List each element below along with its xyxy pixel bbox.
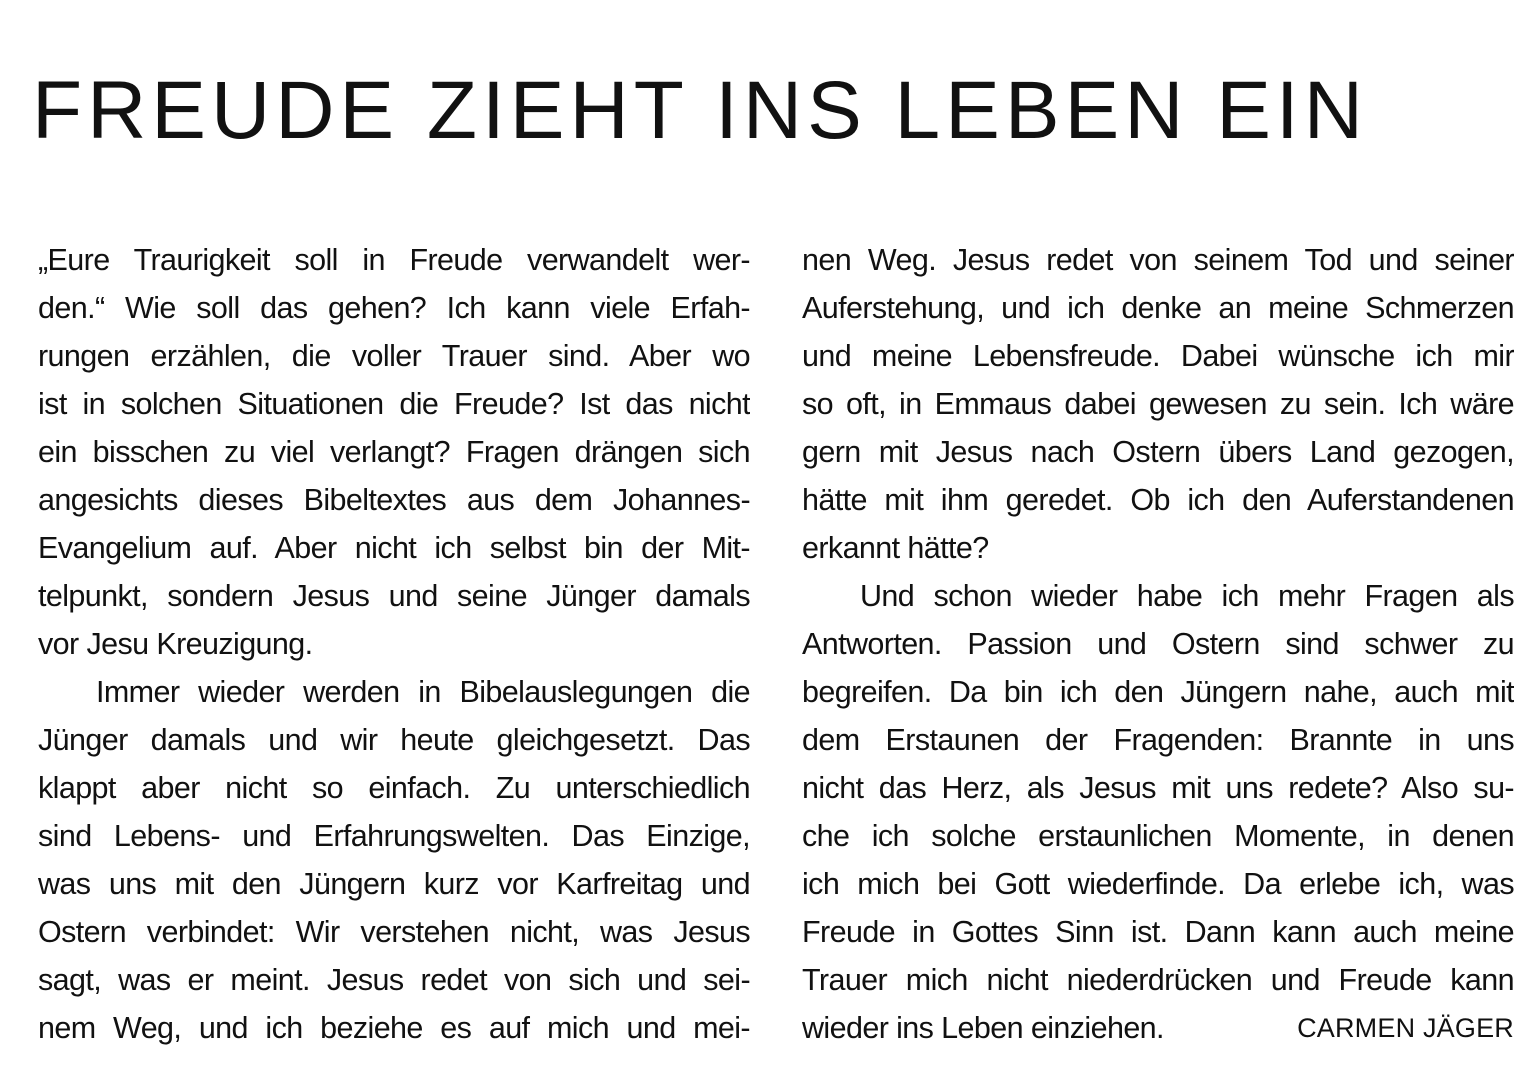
- text-line: nem Weg, und ich beziehe es auf mich und mei-: [38, 1011, 750, 1045]
- text-line: Freude in Gottes Sinn ist. Dann kann auch meine: [802, 915, 1514, 949]
- article-title: FREUDE ZIEHT INS LEBEN EIN: [32, 65, 1368, 156]
- text-line: ein bisschen zu viel verlangt? Fragen drängen sich: [38, 435, 750, 469]
- closing-text: wieder ins Leben einziehen.: [802, 1011, 1164, 1045]
- text-line: angesichts dieses Bibeltextes aus dem Johannes-: [38, 483, 750, 517]
- right-text-column: [802, 236, 1514, 1052]
- text-line: sagt, was er meint. Jesus redet von sich und sei-: [38, 963, 750, 997]
- left-text-column: [38, 236, 750, 1052]
- text-line: Trauer mich nicht niederdrücken und Freude kann: [802, 963, 1514, 997]
- text-line: Jünger damals und wir heute gleichgesetzt. Das: [38, 723, 750, 757]
- text-line: „Eure Traurigkeit soll in Freude verwandelt wer-: [38, 243, 750, 277]
- text-line: nen Weg. Jesus redet von seinem Tod und seiner: [802, 243, 1514, 277]
- text-line: ist in solchen Situationen die Freude? Ist das nicht: [38, 387, 750, 421]
- text-line: rungen erzählen, die voller Trauer sind. Aber wo: [38, 339, 750, 373]
- closing-line: [802, 1004, 1514, 1052]
- text-line: so oft, in Emmaus dabei gewesen zu sein. Ich wäre: [802, 387, 1514, 421]
- right-column-lines: [802, 236, 1514, 1004]
- text-line: sind Lebens- und Erfahrungswelten. Das Einzige,: [38, 819, 750, 853]
- text-line: Evangelium auf. Aber nicht ich selbst bin der Mit-: [38, 531, 750, 565]
- text-line: und meine Lebensfreude. Dabei wünsche ich mir: [802, 339, 1514, 373]
- text-line: che ich solche erstaunlichen Momente, in denen: [802, 819, 1514, 853]
- text-line: ich mich bei Gott wiederfinde. Da erlebe ich, was: [802, 867, 1514, 901]
- text-line: klappt aber nicht so einfach. Zu unterschiedlich: [38, 771, 750, 805]
- text-line: erkannt hätte?: [802, 531, 989, 565]
- text-line: was uns mit den Jüngern kurz vor Karfreitag und: [38, 867, 750, 901]
- text-line: Und schon wieder habe ich mehr Fragen als: [860, 579, 1514, 613]
- text-line: vor Jesu Kreuzigung.: [38, 627, 313, 661]
- text-line: gern mit Jesus nach Ostern übers Land gezogen,: [802, 435, 1514, 469]
- text-line: dem Erstaunen der Fragenden: Brannte in uns: [802, 723, 1514, 757]
- text-line: nicht das Herz, als Jesus mit uns redete? Also su-: [802, 771, 1514, 805]
- text-line: begreifen. Da bin ich den Jüngern nahe, auch mit: [802, 675, 1514, 709]
- text-line: den.“ Wie soll das gehen? Ich kann viele Erfah-: [38, 291, 750, 325]
- text-line: hätte mit ihm geredet. Ob ich den Auferstandenen: [802, 483, 1514, 517]
- text-line: telpunkt, sondern Jesus und seine Jünger damals: [38, 579, 750, 613]
- text-line: Auferstehung, und ich denke an meine Schmerzen: [802, 291, 1514, 325]
- text-line: Ostern verbindet: Wir verstehen nicht, was Jesus: [38, 915, 750, 949]
- text-line: Immer wieder werden in Bibelauslegungen die: [96, 675, 750, 709]
- author-name: CARMEN JÄGER: [1297, 1013, 1514, 1043]
- text-line: Antworten. Passion und Ostern sind schwer zu: [802, 627, 1514, 661]
